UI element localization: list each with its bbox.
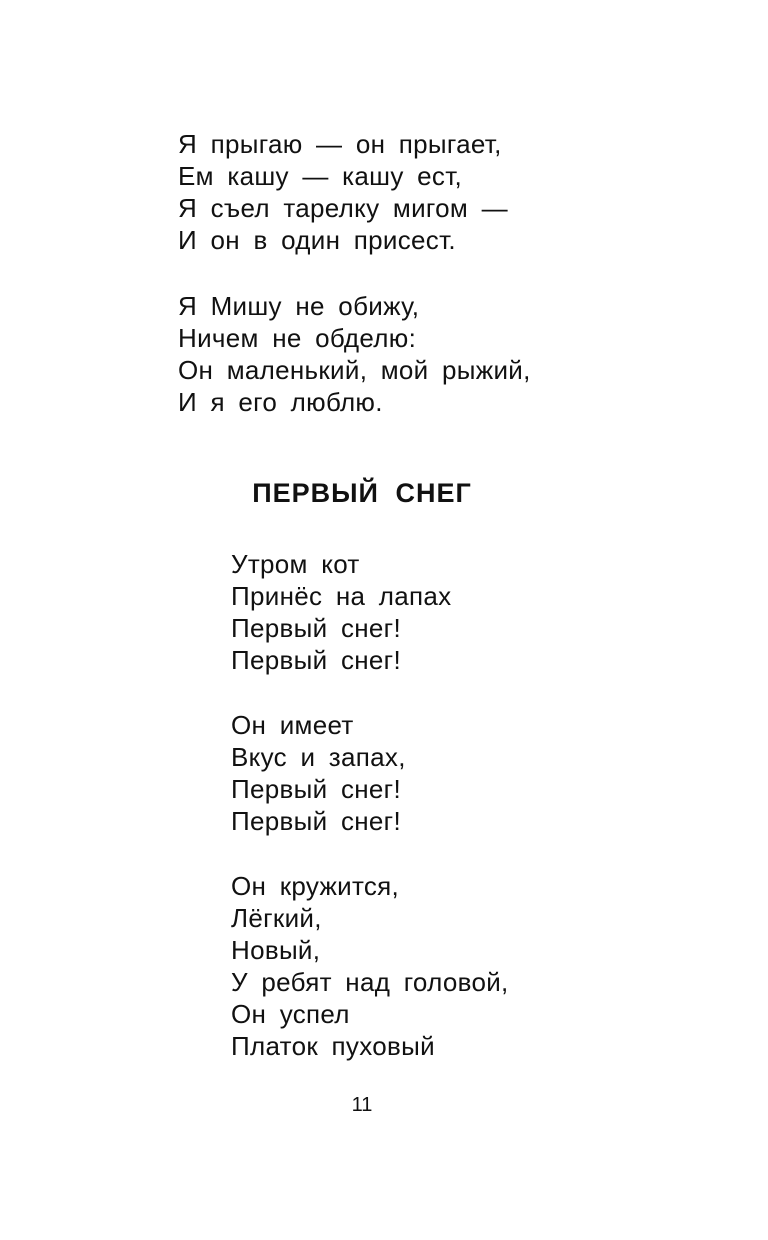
verse-line: У ребят над головой, bbox=[231, 967, 509, 997]
verse-line: Я съел тарелку мигом — bbox=[178, 193, 508, 223]
stanza bbox=[231, 548, 451, 676]
verse-line: Утром кот bbox=[231, 549, 360, 579]
verse-line: Он имеет bbox=[231, 710, 354, 740]
verse-line: Первый снег! bbox=[231, 645, 401, 675]
verse-line: Он кружится, bbox=[231, 871, 400, 901]
verse-line: Вкус и запах, bbox=[231, 742, 406, 772]
verse-line: Первый снег! bbox=[231, 774, 401, 804]
verse-line: Новый, bbox=[231, 935, 321, 965]
verse-line: Ничем не обделю: bbox=[178, 323, 417, 353]
verse-line: Он успел bbox=[231, 999, 350, 1029]
stanza bbox=[231, 709, 406, 837]
verse-line: Первый снег! bbox=[231, 806, 401, 836]
verse-line: И я его люблю. bbox=[178, 387, 383, 417]
verse-line: Платок пуховый bbox=[231, 1031, 435, 1061]
poem-title: ПЕРВЫЙ СНЕГ bbox=[252, 478, 472, 508]
page-number: 11 bbox=[351, 1094, 373, 1116]
verse-line: Я Мишу не обижу, bbox=[178, 291, 420, 321]
verse-line: Первый снег! bbox=[231, 613, 401, 643]
verse-line: И он в один присест. bbox=[178, 225, 456, 255]
stanza bbox=[231, 870, 509, 1062]
stanza bbox=[178, 290, 531, 418]
verse-line: Он маленький, мой рыжий, bbox=[178, 355, 531, 385]
verse-line: Принёс на лапах bbox=[231, 581, 452, 611]
verse-line: Лёгкий, bbox=[231, 903, 322, 933]
verse-line: Ем кашу — кашу ест, bbox=[178, 161, 463, 191]
verse-line: Я прыгаю — он прыгает, bbox=[178, 129, 502, 159]
stanza bbox=[178, 128, 508, 256]
